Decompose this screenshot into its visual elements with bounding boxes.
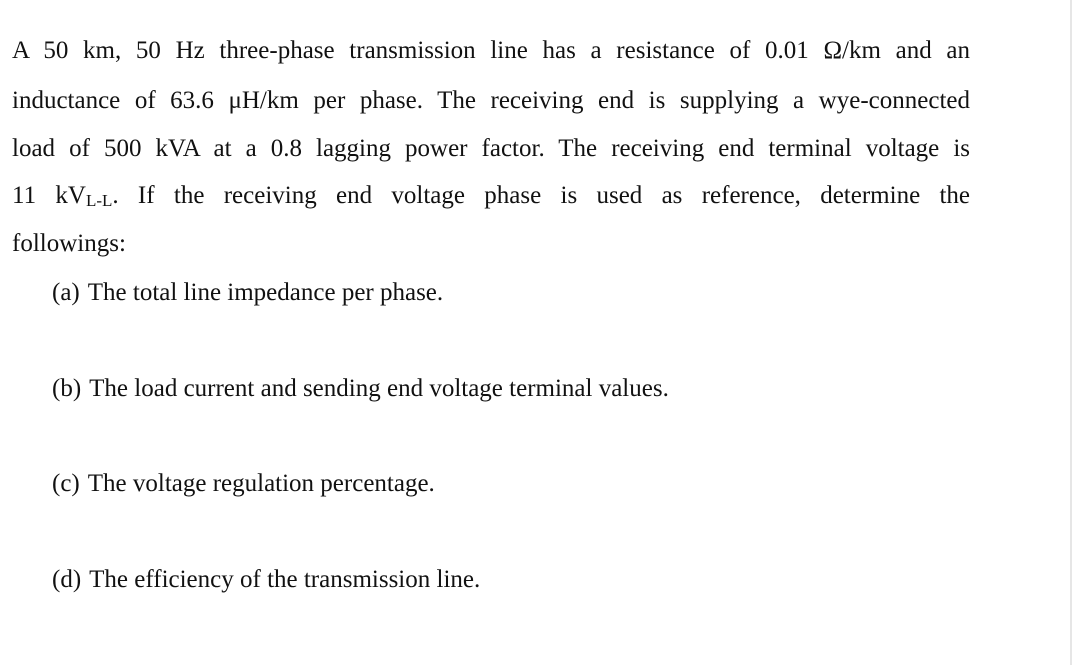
question-label: (b) [52, 375, 82, 402]
question-text: The load current and sending end voltage terminal values. [89, 375, 669, 402]
voltage-subscript: L-L [85, 191, 113, 210]
question-item-d [52, 565, 480, 595]
problem-line-3: load of 500 kVA at a 0.8 lagging power factor. The receiving end terminal voltage is [12, 135, 970, 162]
problem-line-4 [12, 181, 970, 211]
question-label: (d) [52, 566, 82, 593]
question-item-b [52, 374, 669, 404]
problem-line-1: A 50 km, 50 Hz three-phase transmission line has a resistance of 0.01 Ω/km and an [12, 37, 970, 64]
voltage-value: 11 kV [12, 182, 86, 209]
problem-line-4-rest: . If the receiving end voltage phase is used as reference, determine the [112, 182, 970, 209]
question-item-c [52, 469, 435, 499]
question-text: The efficiency of the transmission line. [89, 566, 481, 593]
question-text: The voltage regulation percentage. [87, 470, 435, 497]
question-text: The total line impedance per phase. [87, 279, 444, 306]
question-item-a [52, 278, 443, 308]
problem-line-2: inductance of 63.6 μH/km per phase. The receiving end is supplying a wye-connected [12, 87, 970, 114]
problem-line-5: followings: [12, 230, 126, 257]
question-label: (a) [52, 279, 80, 306]
question-label: (c) [52, 470, 80, 497]
